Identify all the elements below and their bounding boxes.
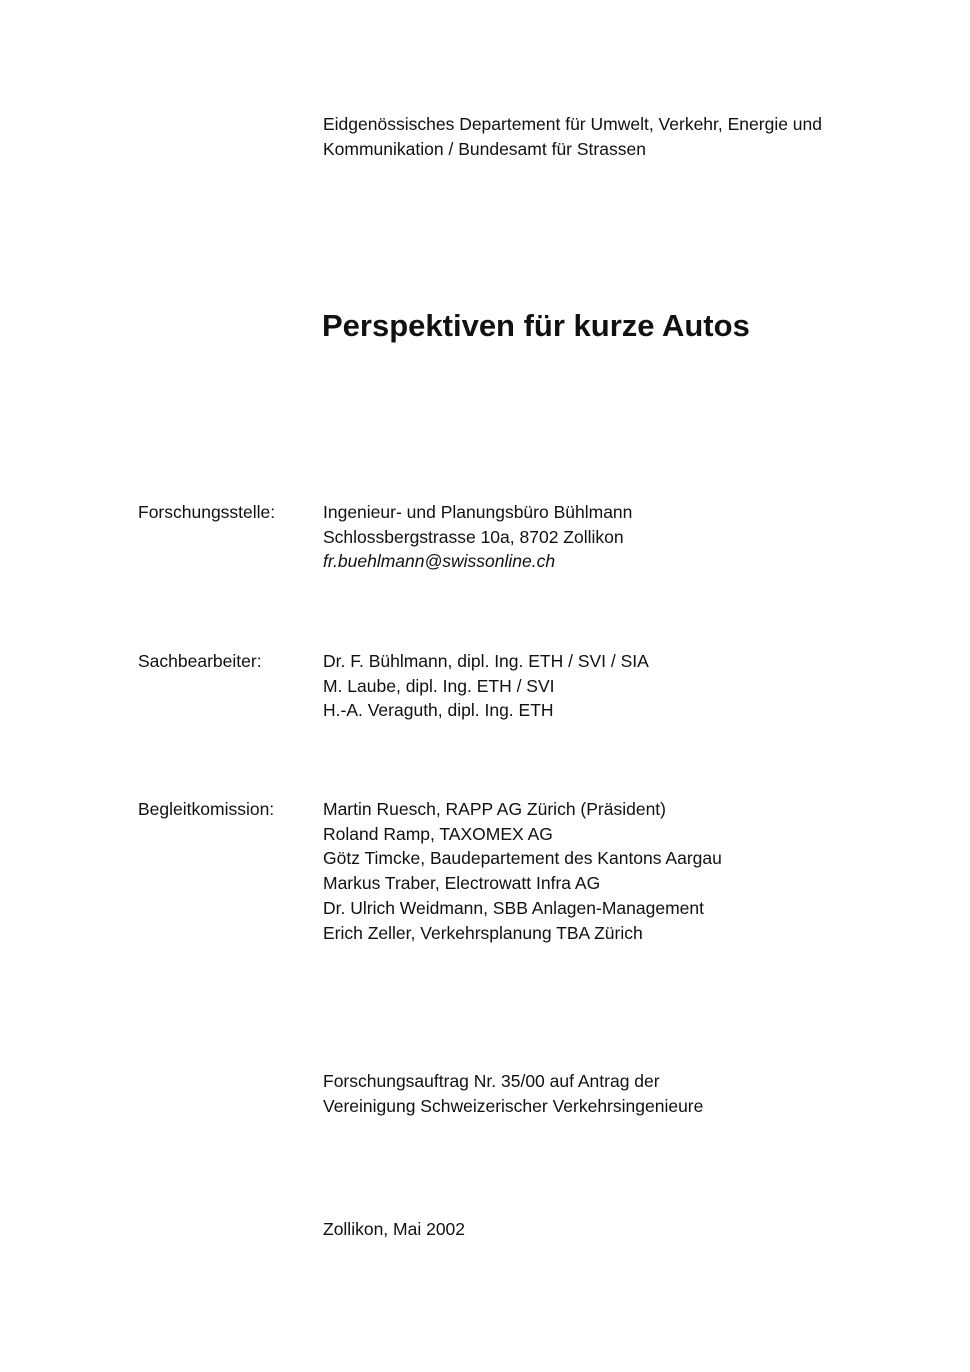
forschungsstelle-line: Ingenieur- und Planungsbüro Bühlmann xyxy=(323,502,633,522)
forschungsstelle-email: fr.buehlmann@swissonline.ch xyxy=(323,551,556,572)
forschungsauftrag-line-1: Forschungsauftrag Nr. 35/00 auf Antrag der xyxy=(323,1071,660,1091)
forschungsstelle-line: Schlossbergstrasse 10a, 8702 Zollikon xyxy=(323,526,624,547)
sachbearbeiter-label: Sachbearbeiter: xyxy=(138,651,262,671)
begleitkomission-label: Begleitkomission: xyxy=(138,799,275,819)
begleitkomission-item: Götz Timcke, Baudepartement des Kantons Aargau xyxy=(323,848,722,869)
department-line-2: Kommunikation / Bundesamt für Strassen xyxy=(323,138,646,159)
document-title: Perspektiven für kurze Autos xyxy=(322,308,750,343)
begleitkomission-item: Markus Traber, Electrowatt Infra AG xyxy=(323,873,601,894)
begleitkomission-item: Martin Ruesch, RAPP AG Zürich (Präsident) xyxy=(323,799,666,819)
forschungsstelle-label: Forschungsstelle: xyxy=(138,502,276,522)
sachbearbeiter-item: H.-A. Veraguth, dipl. Ing. ETH xyxy=(323,700,554,721)
forschungsauftrag xyxy=(323,1069,703,1118)
sachbearbeiter-item: Dr. F. Bühlmann, dipl. Ing. ETH / SVI / SIA xyxy=(323,651,649,671)
begleitkomission-item: Erich Zeller, Verkehrsplanung TBA Zürich xyxy=(323,922,643,943)
forschungsstelle-details xyxy=(323,500,632,574)
sachbearbeiter-list xyxy=(323,649,649,723)
department-line-1: Eidgenössisches Departement für Umwelt, Verkehr, Energie und xyxy=(323,114,823,134)
place-date: Zollikon, Mai 2002 xyxy=(323,1219,466,1239)
begleitkomission-item: Dr. Ulrich Weidmann, SBB Anlagen-Management xyxy=(323,897,704,918)
department-header xyxy=(323,112,822,161)
begleitkomission-list xyxy=(323,797,722,945)
forschungsauftrag-line-2: Vereinigung Schweizerischer Verkehrsingenieure xyxy=(323,1095,704,1116)
begleitkomission-item: Roland Ramp, TAXOMEX AG xyxy=(323,823,553,844)
sachbearbeiter-item: M. Laube, dipl. Ing. ETH / SVI xyxy=(323,675,555,696)
